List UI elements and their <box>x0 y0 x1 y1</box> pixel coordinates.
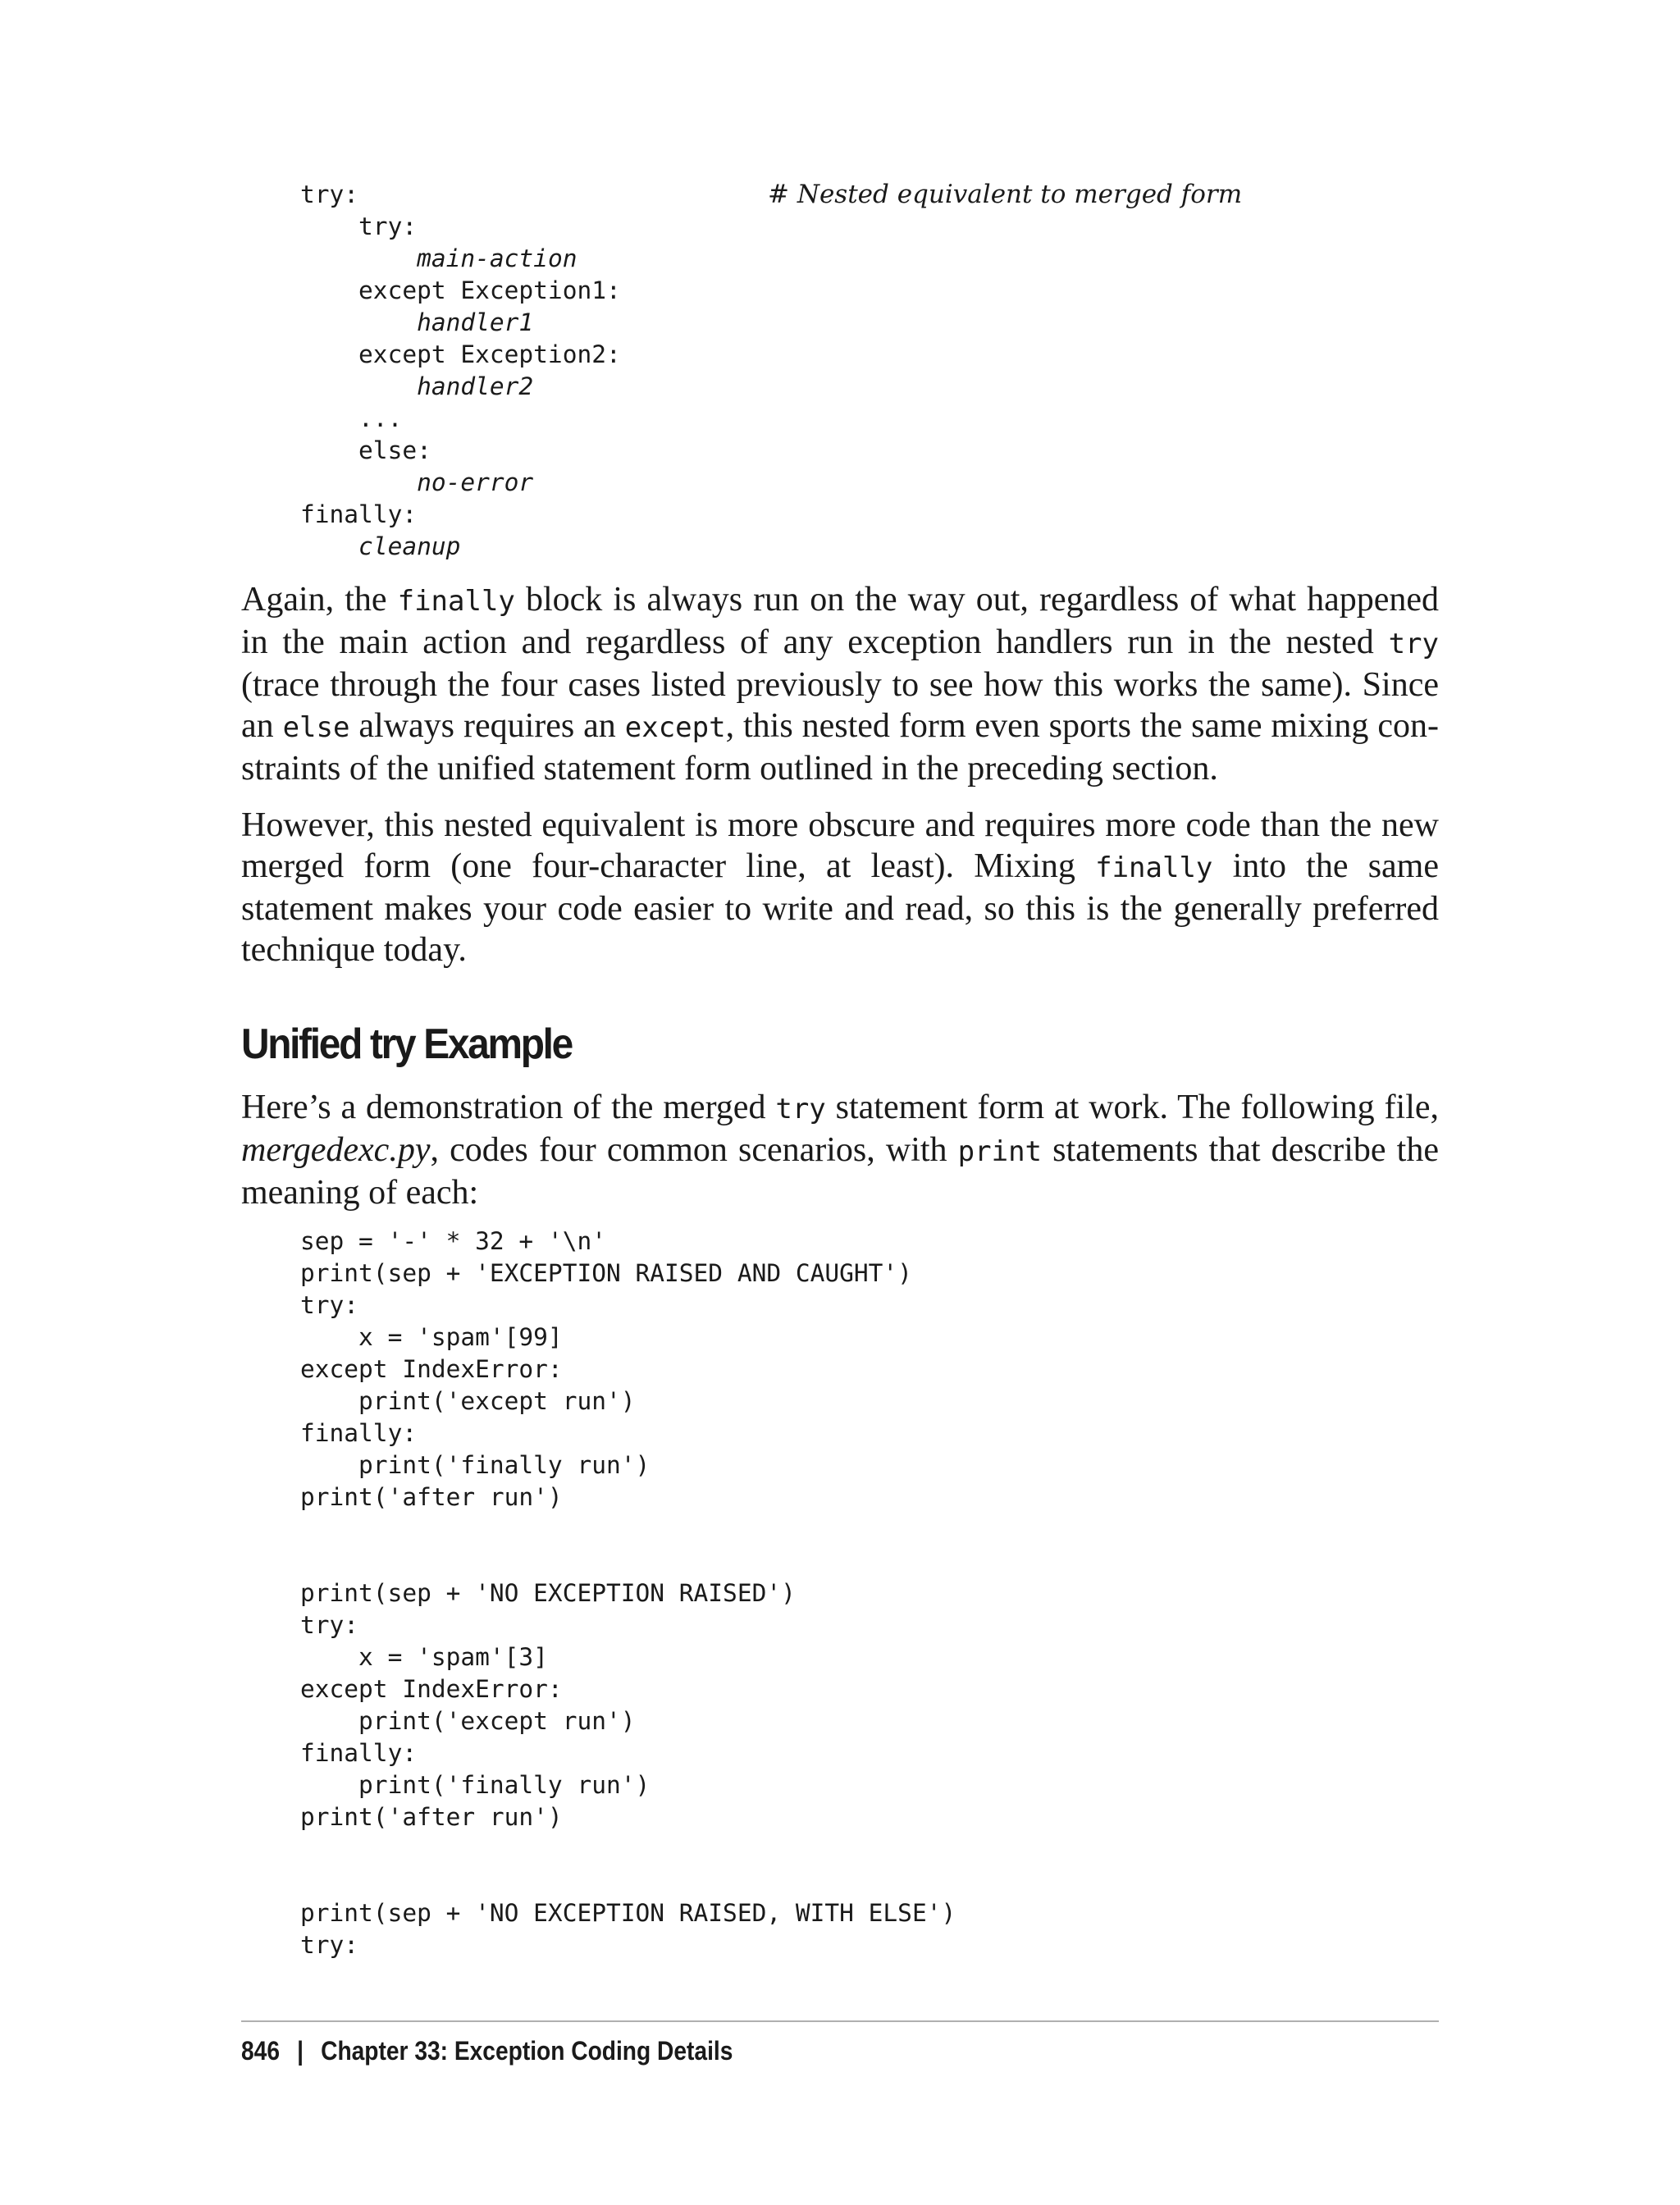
code-comment: # Nested equivalent to merged form <box>768 180 1243 209</box>
code-block-nested-equivalent <box>300 179 621 563</box>
code-line: print('after run') <box>300 1803 563 1831</box>
text-run: , codes four common scenarios, with <box>430 1131 958 1169</box>
text-run: Here’s a demonstration of the merged <box>241 1089 776 1126</box>
code-indent <box>300 404 358 432</box>
code-indent <box>300 372 417 400</box>
paragraph-nested-equivalent <box>241 805 1439 970</box>
filename: mergedexc.py <box>241 1131 431 1169</box>
section-heading: Unified try Example <box>241 1020 572 1068</box>
code-line <box>300 275 621 307</box>
footer-separator: | <box>297 2036 304 2066</box>
code-line <box>300 179 621 211</box>
code-text: try: <box>358 212 418 240</box>
code-placeholder: main-action <box>417 244 578 272</box>
code-line <box>300 467 621 499</box>
code-text: except Exception1: <box>358 276 621 304</box>
code-placeholder: no-error <box>417 468 534 496</box>
code-line <box>300 403 621 435</box>
code-text: finally: <box>300 500 418 528</box>
inline-code: finally <box>1095 851 1213 884</box>
footer-divider <box>241 2020 1439 2022</box>
code-line: print('after run') <box>300 1483 563 1511</box>
inline-code: except <box>624 711 726 744</box>
code-placeholder: handler2 <box>417 372 534 400</box>
code-line: print('finally run') <box>300 1451 651 1479</box>
code-text: ... <box>358 404 403 432</box>
text-run: statement form at work. The following file, <box>825 1089 1440 1126</box>
code-line: print('except run') <box>300 1387 636 1415</box>
code-line: except IndexError: <box>300 1355 563 1383</box>
code-line: finally: <box>300 1739 418 1767</box>
code-indent <box>300 340 358 368</box>
code-line <box>300 1833 956 1865</box>
code-line: x = 'spam'[99] <box>300 1323 563 1351</box>
inline-code: try <box>775 1093 826 1125</box>
code-line: finally: <box>300 1419 418 1447</box>
code-line: print(sep + 'NO EXCEPTION RAISED') <box>300 1579 796 1607</box>
code-block-mergedexc <box>300 1226 956 1961</box>
code-indent <box>300 468 417 496</box>
code-line <box>300 499 621 531</box>
code-text: else: <box>358 436 431 464</box>
chapter-title: Chapter 33: Exception Coding Details <box>321 2036 733 2066</box>
inline-code: print <box>957 1135 1043 1168</box>
paragraph-finally-explanation <box>241 579 1439 789</box>
code-indent <box>300 212 358 240</box>
code-line: try: <box>300 1931 359 1959</box>
code-line <box>300 339 621 371</box>
code-line: sep = '-' * 32 + '\n' <box>300 1227 606 1255</box>
code-line: print('finally run') <box>300 1771 651 1799</box>
code-line: print('except run') <box>300 1707 636 1735</box>
code-line: except IndexError: <box>300 1675 563 1703</box>
paragraph-demonstration-intro <box>241 1087 1439 1213</box>
code-text: try: <box>300 180 359 208</box>
code-indent <box>300 276 358 304</box>
code-indent <box>300 244 417 272</box>
code-line: try: <box>300 1611 359 1639</box>
code-line <box>300 307 621 339</box>
text-run: , this nested form even sports the same mixing constraints of the unified statement form outlined in the preceding section. <box>241 707 1439 788</box>
inline-code: try <box>1388 628 1439 660</box>
code-line <box>300 1545 956 1577</box>
code-line <box>300 1865 956 1897</box>
text-run: into the same statement makes your code easier to write and read, so this is the generally preferred technique today. <box>241 847 1439 969</box>
code-text: except Exception2: <box>358 340 621 368</box>
code-line: print(sep + 'NO EXCEPTION RAISED, WITH ELSE') <box>300 1899 956 1927</box>
code-placeholder: handler1 <box>417 308 534 336</box>
code-line <box>300 435 621 467</box>
text-run: statements that describe the meaning of each: <box>241 1131 1439 1212</box>
code-line <box>300 211 621 243</box>
code-line: try: <box>300 1291 359 1319</box>
code-line <box>300 1513 956 1545</box>
code-line: print(sep + 'EXCEPTION RAISED AND CAUGHT') <box>300 1259 912 1287</box>
inline-code: else <box>282 711 350 744</box>
code-line: x = 'spam'[3] <box>300 1643 548 1671</box>
text-run: However, this nested equivalent is more obscure and requires more code than the new merged form (one four-character line, at least). Mixing <box>241 806 1439 885</box>
page-footer <box>241 2034 733 2067</box>
text-run: block is always run on the way out, regardless of what happened in the main action and regardless of any exception handlers run in the nested <box>241 581 1440 661</box>
code-indent <box>300 436 358 464</box>
code-indent <box>300 532 358 560</box>
text-run: always requires an <box>349 707 625 745</box>
code-placeholder: cleanup <box>358 532 461 560</box>
text-run: (trace through the four cases listed previously to see how this works the same). Since an <box>241 666 1439 745</box>
inline-code: finally <box>397 585 515 618</box>
code-line <box>300 243 621 275</box>
page-number: 846 <box>241 2036 280 2066</box>
code-line <box>300 531 621 563</box>
code-indent <box>300 308 417 336</box>
code-line <box>300 371 621 403</box>
text-run: Again, the <box>241 581 398 619</box>
